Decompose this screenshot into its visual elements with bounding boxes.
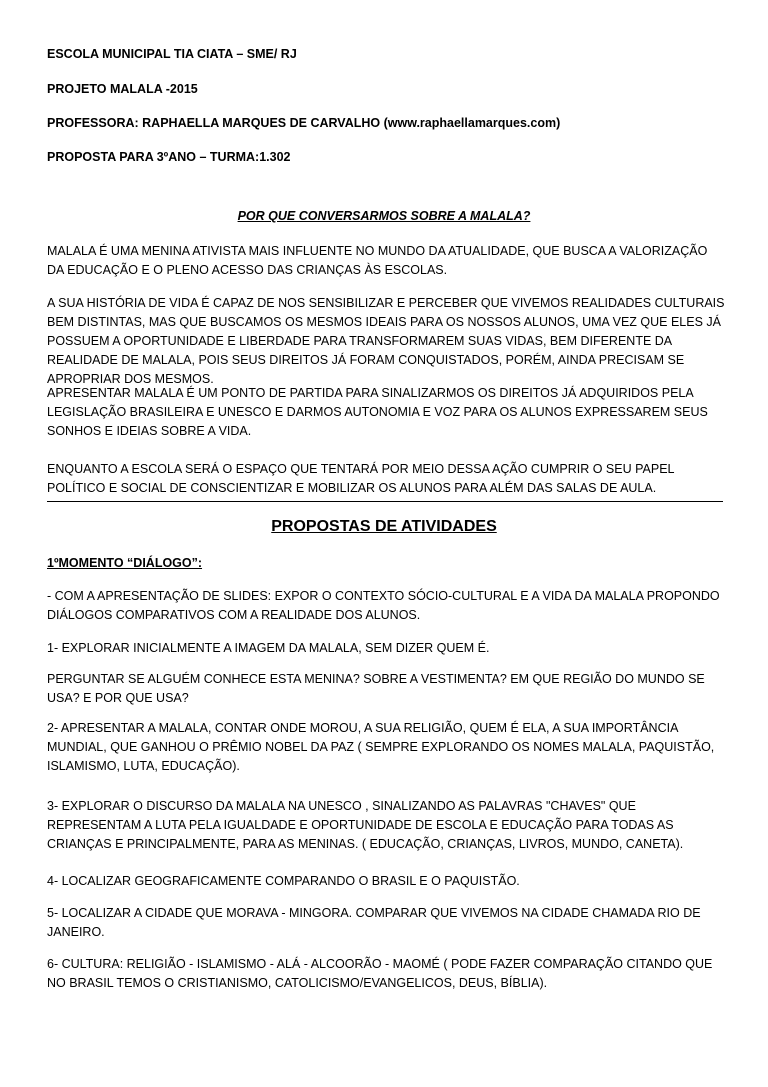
activity-item: 2- APRESENTAR A MALALA, CONTAR ONDE MOROU, A SUA RELIGIÃO, QUEM É ELA, A SUA IMPORTÂNCIA MUNDIAL, QUE GANHOU O PRÊMIO NOBEL DA PAZ ( SEMPRE EXPLORANDO OS NOMES MALALA, PAQUISTÃO, ISLAMISMO, LUTA, EDUCAÇÃO). — [47, 721, 715, 773]
school-name: ESCOLA MUNICIPAL TIA CIATA – SME/ RJ — [47, 47, 297, 61]
activity-item: - COM A APRESENTAÇÃO DE SLIDES: EXPOR O CONTEXTO SÓCIO-CULTURAL E A VIDA DA MALALA PROPONDO DIÁLOGOS COMPARATIVOS COM A REALIDADE DOS ALUNOS. — [47, 589, 720, 622]
section-title-why: POR QUE CONVERSARMOS SOBRE A MALALA? — [237, 209, 531, 223]
activity-item: PERGUNTAR SE ALGUÉM CONHECE ESTA MENINA? SOBRE A VESTIMENTA? EM QUE REGIÃO DO MUNDO SE USA? E POR QUE USA? — [47, 672, 705, 705]
activity-item: 4- LOCALIZAR GEOGRAFICAMENTE COMPARANDO O BRASIL E O PAQUISTÃO. — [47, 874, 520, 888]
intro-paragraph-4: ENQUANTO A ESCOLA SERÁ O ESPAÇO QUE TENTARÁ POR MEIO DESSA AÇÃO CUMPRIR O SEU PAPEL POLÍTICO E SOCIAL DE CONSCIENTIZAR E MOBILIZAR OS ALUNOS PARA ALÉM DAS SALAS DE AULA. — [47, 462, 675, 495]
project-name: PROJETO MALALA -2015 — [47, 82, 198, 96]
class-line: PROPOSTA PARA 3ºANO – TURMA:1.302 — [47, 150, 291, 164]
section-divider — [47, 501, 723, 502]
section-title-activities: PROPOSTAS DE ATIVIDADES — [271, 518, 497, 535]
intro-paragraph-2: A SUA HISTÓRIA DE VIDA É CAPAZ DE NOS SENSIBILIZAR E PERCEBER QUE VIVEMOS REALIDADES CULTURAIS BEM DISTINTAS, MAS QUE BUSCAMOS OS MESMOS IDEAIS PARA OS NOSSOS ALUNOS, UMA VEZ QUE ELES JÁ POSSUEM A OPORTUNIDADE E LIBERDADE PARA TRANSFORMAREM SUAS VIDAS, BEM DIFERENTE DA REALIDADE DE MALALA, POIS SEUS DIREITOS JÁ FORAM CONQUISTADOS, PORÉM, AINDA PRECISAM SE APROPRIAR DOS MESMOS. — [47, 296, 725, 386]
activity-item: 3- EXPLORAR O DISCURSO DA MALALA NA UNESCO , SINALIZANDO AS PALAVRAS "CHAVES" QUE REPRESENTAM A LUTA PELA IGUALDADE E OPORTUNIDADE DE ESCOLA E EDUCAÇÃO PARA TODAS AS CRIANÇAS E PRINCIPALMENTE, PARA AS MENINAS. ( EDUCAÇÃO, CRIANÇAS, LIVROS, MUNDO, CANETA). — [47, 799, 684, 851]
intro-paragraph-3: APRESENTAR MALALA É UM PONTO DE PARTIDA PARA SINALIZARMOS OS DIREITOS JÁ ADQUIRIDOS PELA LEGISLAÇÃO BRASILEIRA E UNESCO E DARMOS AUTONOMIA E VOZ PARA OS ALUNOS EXPRESSAREM SEUS SONHOS E IDEIAS SOBRE A VIDA. — [47, 386, 708, 438]
moment-heading: 1ºMOMENTO “DIÁLOGO”: — [47, 556, 203, 570]
activity-item: 1- EXPLORAR INICIALMENTE A IMAGEM DA MALALA, SEM DIZER QUEM É. — [47, 641, 490, 655]
intro-paragraph-1: MALALA É UMA MENINA ATIVISTA MAIS INFLUENTE NO MUNDO DA ATUALIDADE, QUE BUSCA A VALORIZAÇÃO DA EDUCAÇÃO E O PLENO ACESSO DAS CRIANÇAS ÀS ESCOLAS. — [47, 244, 708, 277]
activity-item: 6- CULTURA: RELIGIÃO - ISLAMISMO - ALÁ - ALCOORÃO - MAOMÉ ( PODE FAZER COMPARAÇÃO CITANDO QUE NO BRASIL TEMOS O CRISTIANISMO, CATOLICISMO/EVANGELICOS, DEUS, BÍBLIA). — [47, 957, 713, 990]
teacher-line: PROFESSORA: RAPHAELLA MARQUES DE CARVALHO (www.raphaellamarques.com) — [47, 116, 561, 130]
activity-item: 5- LOCALIZAR A CIDADE QUE MORAVA - MINGORA. COMPARAR QUE VIVEMOS NA CIDADE CHAMADA RIO DE JANEIRO. — [47, 906, 701, 939]
